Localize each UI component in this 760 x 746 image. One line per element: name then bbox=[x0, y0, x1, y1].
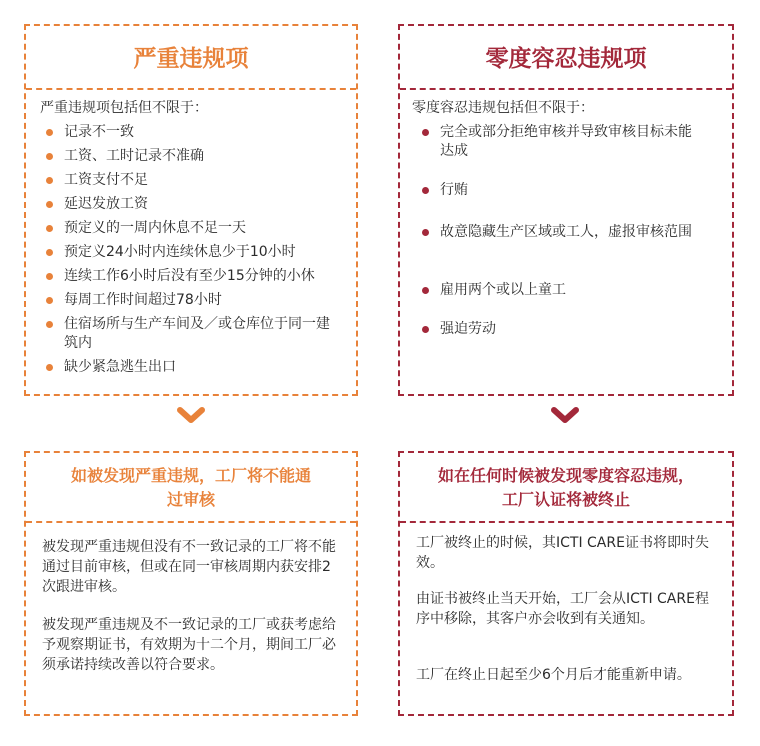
zero-outcome-paragraph-2: 由证书被终止当天开始，工厂会从ICTI CARE程序中移除，其客户亦会收到有关通知。 bbox=[416, 591, 709, 627]
list-item: 连续工作6小时后没有至少15分钟的小休 bbox=[42, 267, 342, 291]
severe-violations-title: 严重违规项 bbox=[133, 46, 249, 72]
zero-outcome-divider bbox=[400, 521, 732, 523]
severe-violations-list bbox=[42, 123, 342, 382]
list-item: 预定义的一周内休息不足一天 bbox=[42, 219, 342, 243]
bullet-icon bbox=[46, 153, 53, 160]
severe-violations-box bbox=[24, 24, 358, 396]
chevron-down-icon bbox=[176, 407, 206, 425]
zero-outcome-paragraph-1: 工厂被终止的时候，其ICTI CARE证书将即时失效。 bbox=[416, 535, 709, 571]
severe-outcome-paragraph-1: 被发现严重违规但没有不一致记录的工厂将不能通过目前审核，但或在同一审核周期内获安排2次跟进审核。 bbox=[42, 539, 336, 595]
zero-outcome-title: 如在任何时候被发现零度容忍违规，工厂认证将被终止 bbox=[437, 466, 694, 509]
zero-tolerance-box bbox=[398, 24, 734, 396]
list-item: 雇用两个或以上童工 bbox=[418, 281, 698, 320]
bullet-icon bbox=[46, 321, 53, 328]
severe-outcome-box bbox=[24, 451, 358, 716]
severe-outcome-title: 如被发现严重违规，工厂将不能通过审核 bbox=[70, 466, 311, 509]
list-item: 故意隐藏生产区域或工人，虚报审核范围 bbox=[418, 223, 698, 281]
chevron-down-icon bbox=[550, 407, 580, 425]
bullet-icon bbox=[46, 201, 53, 208]
bullet-icon bbox=[422, 187, 429, 194]
list-item: 工资支付不足 bbox=[42, 171, 342, 195]
severe-outcome-paragraph-2: 被发现严重违规及不一致记录的工厂或获考虑给予观察期证书，有效期为十二个月，期间工厂必须承诺持续改善以符合要求。 bbox=[42, 617, 336, 673]
bullet-icon bbox=[422, 229, 429, 236]
zero-tolerance-list bbox=[418, 123, 698, 344]
zero-title-divider bbox=[400, 88, 732, 90]
list-item: 缺少紧急逃生出口 bbox=[42, 358, 342, 382]
bullet-icon bbox=[46, 297, 53, 304]
bullet-icon bbox=[422, 129, 429, 136]
zero-outcome-paragraph-3: 工厂在终止日起至少6个月后才能重新申请。 bbox=[416, 667, 691, 683]
zero-intro: 零度容忍违规包括但不限于： bbox=[412, 100, 594, 116]
zero-tolerance-title: 零度容忍违规项 bbox=[485, 46, 647, 72]
list-item: 行贿 bbox=[418, 181, 698, 223]
severe-intro: 严重违规项包括但不限于： bbox=[40, 100, 208, 116]
list-item: 完全或部分拒绝审核并导致审核目标未能达成 bbox=[418, 123, 698, 181]
list-item: 预定义24小时内连续休息少于10小时 bbox=[42, 243, 342, 267]
severe-outcome-divider bbox=[26, 521, 356, 523]
bullet-icon bbox=[422, 287, 429, 294]
list-item: 延迟发放工资 bbox=[42, 195, 342, 219]
bullet-icon bbox=[46, 177, 53, 184]
bullet-icon bbox=[422, 326, 429, 333]
list-item: 强迫劳动 bbox=[418, 320, 698, 344]
list-item: 记录不一致 bbox=[42, 123, 342, 147]
bullet-icon bbox=[46, 225, 53, 232]
list-item: 工资、工时记录不准确 bbox=[42, 147, 342, 171]
bullet-icon bbox=[46, 364, 53, 371]
bullet-icon bbox=[46, 273, 53, 280]
bullet-icon bbox=[46, 249, 53, 256]
list-item: 住宿场所与生产车间及／或仓库位于同一建筑内 bbox=[42, 315, 342, 358]
list-item: 每周工作时间超过78小时 bbox=[42, 291, 342, 315]
bullet-icon bbox=[46, 129, 53, 136]
zero-outcome-box bbox=[398, 451, 734, 716]
severe-title-divider bbox=[26, 88, 356, 90]
